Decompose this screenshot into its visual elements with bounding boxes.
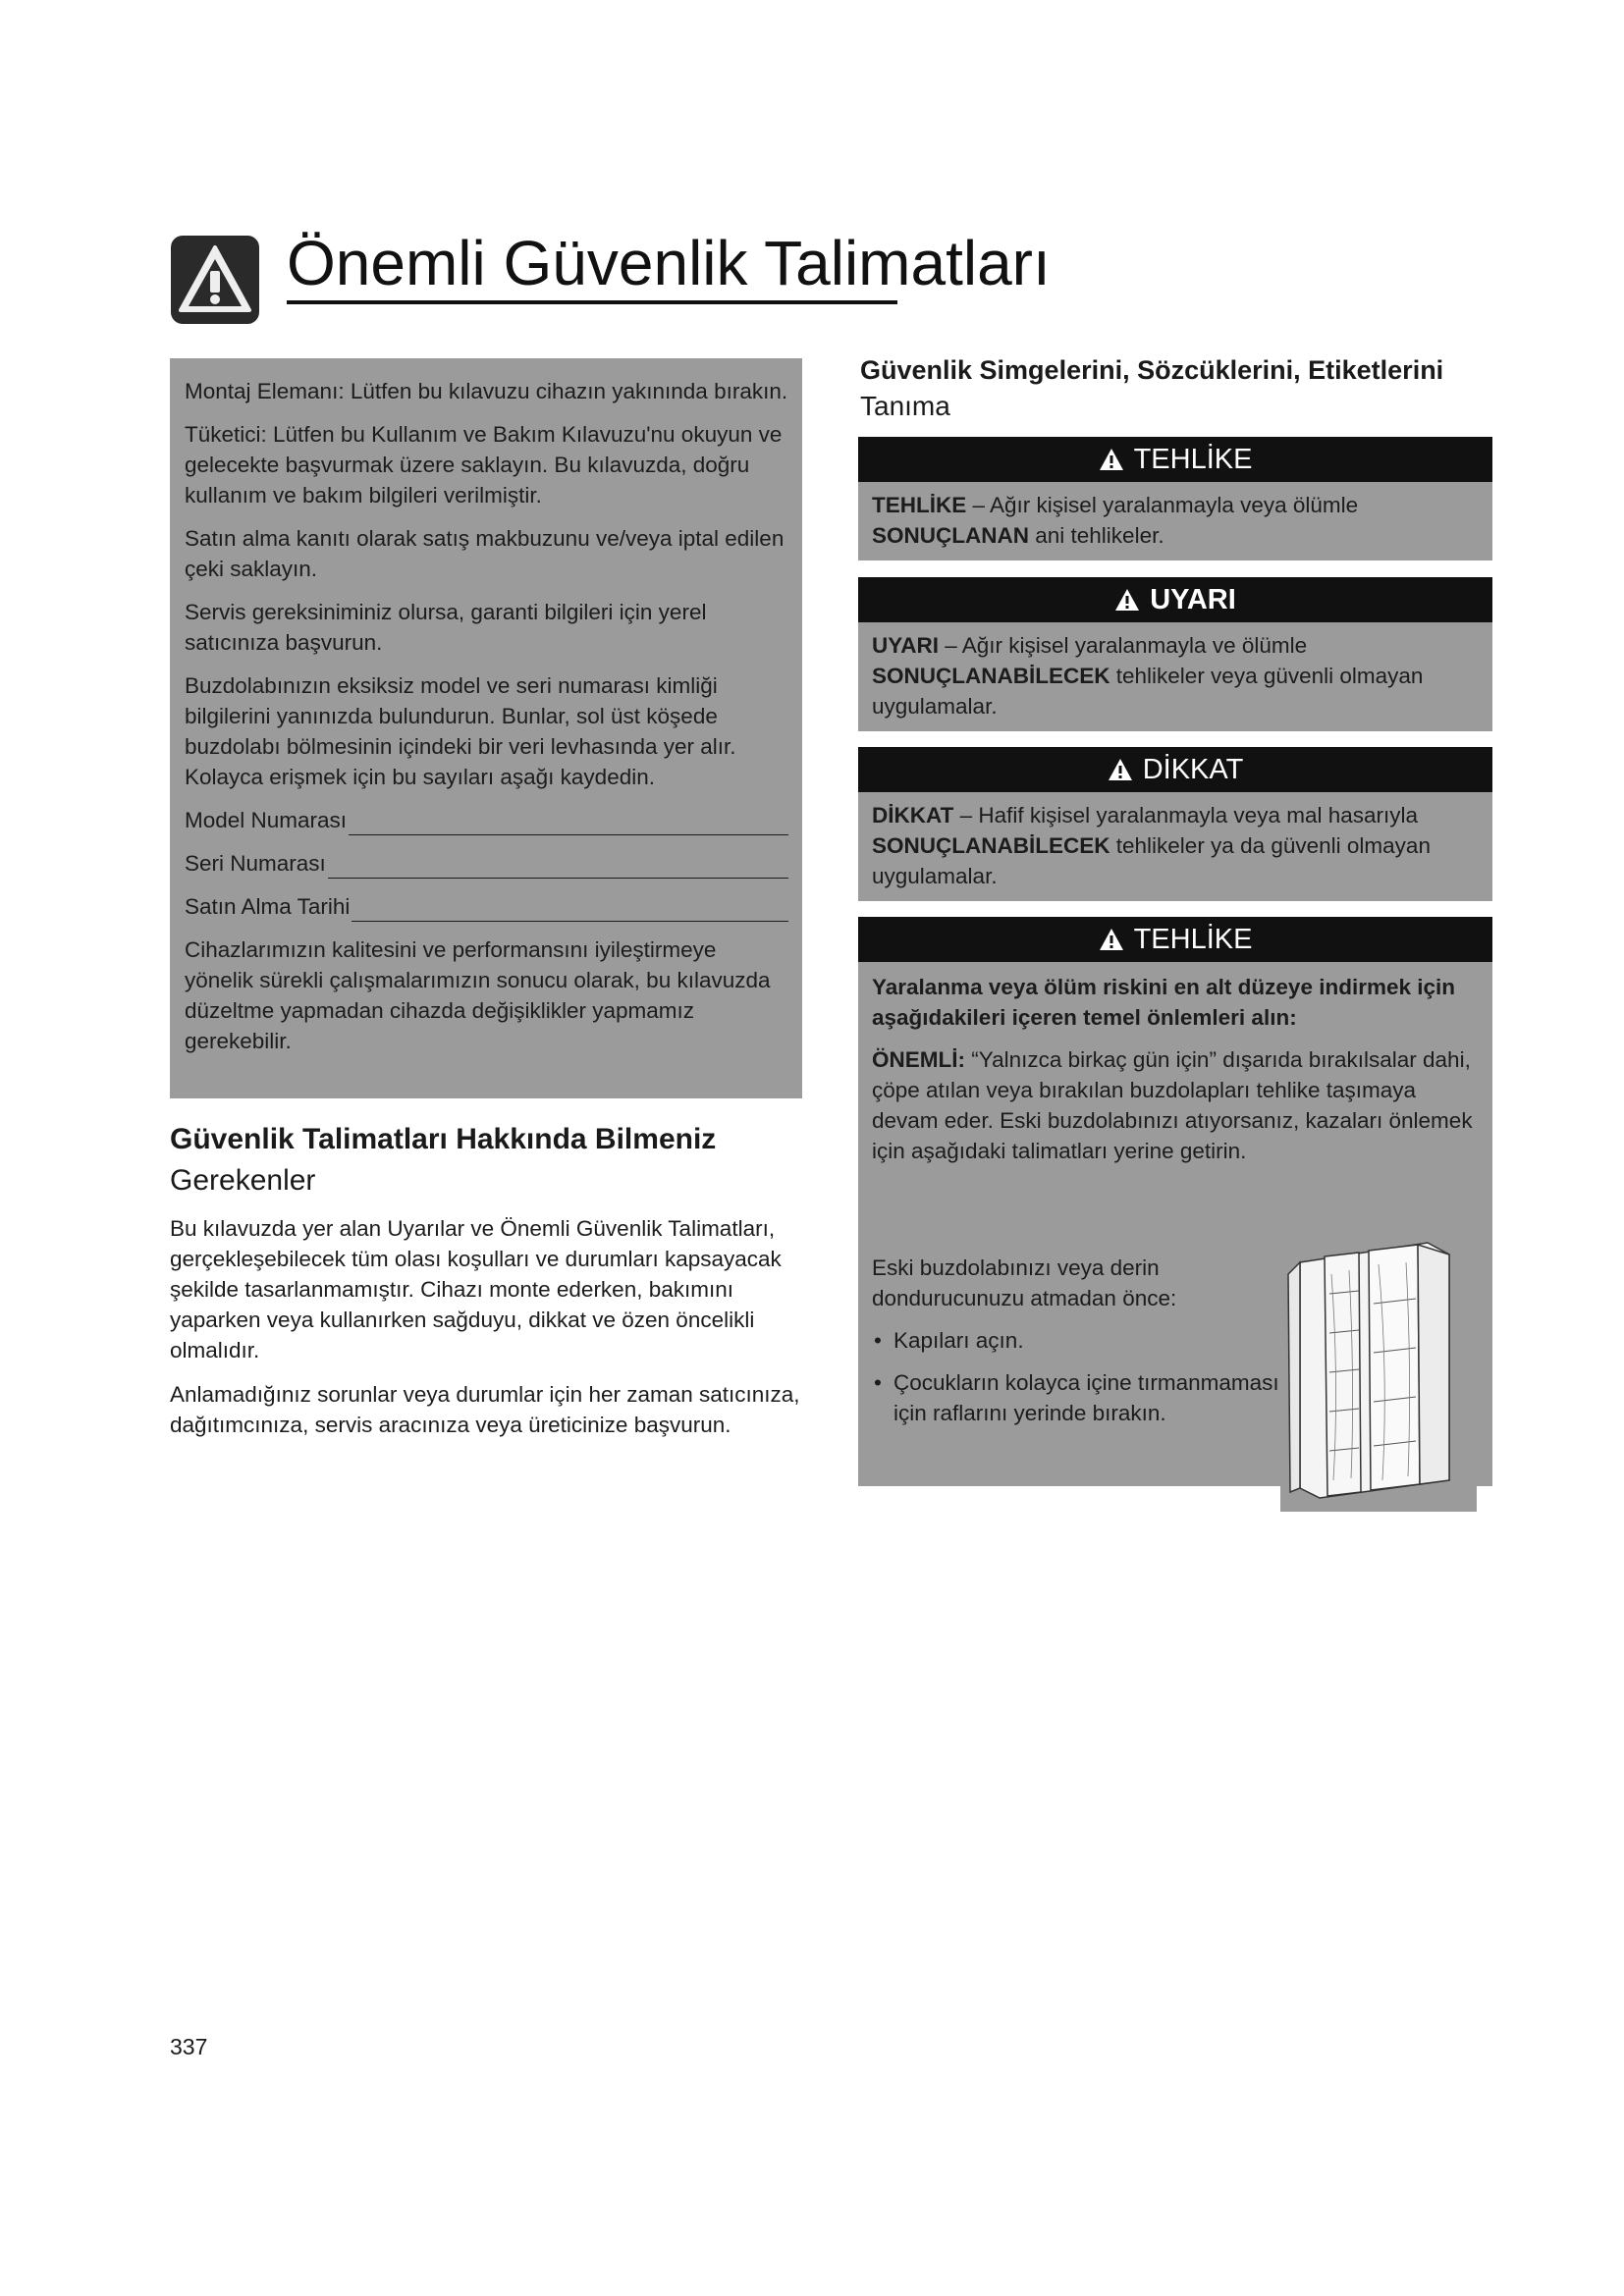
model-number-row [185, 805, 788, 835]
caution-text: – Hafif kişisel yaralanmayla veya mal hasarıyla [953, 803, 1419, 828]
know-paragraph-2: Anlamadığınız sorunlar veya durumlar için her zaman satıcınıza, dağıtımcınıza, servis aracınıza veya üreticinize başvurun. [170, 1382, 800, 1437]
consumer-note: Tüketici: Lütfen bu Kullanım ve Bakım Kılavuzu'nu okuyun ve gelecekte başvurmak üzere saklayın. Bu kılavuzda, doğru kullanım ve bakım bilgileri verilmiştir. [185, 422, 783, 507]
model-number-label: Model Numarası [185, 808, 348, 832]
danger-panel [858, 437, 1492, 561]
quality-note: Cihazlarımızın kalitesini ve performansını iyileştirmeye yönelik sürekli çalışmalarımızın sonucu olarak, bu kılavuzda düzeltme yapmadan cihazda değişiklikler yapmamız gerekebilir. [185, 937, 771, 1053]
receipt-note: Satın alma kanıtı olarak satış makbuzunu ve/veya iptal edilen çeki saklayın. [185, 526, 785, 581]
important-label: ÖNEMLİ: [872, 1047, 965, 1072]
danger-precautions-panel [858, 917, 1492, 1486]
purchase-date-row [185, 891, 788, 922]
alert-triangle-icon [1099, 448, 1124, 471]
know-heading: Güvenlik Talimatları Hakkında Bilmeniz [170, 1123, 717, 1155]
title-underline [287, 300, 897, 304]
alert-triangle-icon [1114, 588, 1140, 612]
serial-number-field [328, 852, 788, 879]
danger-panel-header [858, 437, 1492, 482]
caution-result: SONUÇLANABİLECEK [872, 833, 1110, 858]
important-text: “Yalnızca birkaç gün için” dışarıda bırakılsalar dahi, çöpe atılan veya bırakılan buzdolapları tehlike taşımaya devam eder. Eski buzdolabınızı atıyorsanız, kazaları önlemek için aşağıdaki talimatları yerine getirin. [872, 1047, 1473, 1163]
know-body [170, 1213, 806, 1454]
symbols-heading: Güvenlik Simgelerini, Sözcüklerini, Etiketlerini [860, 355, 1444, 385]
warning-text: – Ağır kişisel yaralanmayla ve ölümle [938, 633, 1308, 658]
symbols-subheading: Tanıma [860, 391, 950, 421]
serial-note: Buzdolabınızın eksiksiz model ve seri numarası kimliği bilgilerini yanınızda bulundurun. Bunlar, sol üst köşede buzdolabı bölmesinin içindeki bir veri levhasında yer alır. Kolayca erişmek için bu sayıları aşağı kaydedin. [185, 673, 736, 789]
danger-panel-body [858, 482, 1492, 551]
danger-text-2: ani tehlikeler. [1029, 523, 1164, 548]
alert-triangle-icon [1099, 928, 1124, 951]
caution-panel-title: DİKKAT [1142, 753, 1244, 785]
list-item: • Çocukların kolayca içine tırmanmaması için raflarını yerinde bırakın. [872, 1367, 1294, 1428]
warning-panel-title: UYARI [1150, 583, 1236, 615]
warning-panel-header [858, 577, 1492, 622]
danger-precautions-header [858, 917, 1492, 962]
caution-panel-header [858, 747, 1492, 792]
open-refrigerator-illustration [1280, 1235, 1477, 1512]
service-note: Servis gereksiniminiz olursa, garanti bilgileri için yerel satıcınıza başvurun. [185, 600, 707, 655]
purchase-date-label: Satın Alma Tarihi [185, 894, 351, 919]
danger-term: TEHLİKE [872, 493, 967, 517]
installer-note: Montaj Elemanı: Lütfen bu kılavuzu cihazın yakınında bırakın. [185, 379, 788, 403]
know-subheading: Gerekenler [170, 1164, 316, 1197]
warning-panel [858, 577, 1492, 731]
danger-panel-title: TEHLİKE [1133, 443, 1253, 475]
danger-precautions-body [858, 962, 1492, 1486]
warning-text-2: tehlikeler veya güvenli olmayan uygulamalar. [872, 664, 1424, 719]
warning-result: SONUÇLANABİLECEK [872, 664, 1110, 688]
know-paragraph-1: Bu kılavuzda yer alan Uyarılar ve Önemli Güvenlik Talimatları, gerçekleşebilecek tüm olası koşulları ve durumları kapsayacak şekilde tasarlanmamıştır. Cihazı monte ederken, bakımını yaparken veya kullanırken sağduyu, dikkat ve özen öncelikli olmalıdır. [170, 1216, 782, 1362]
warning-term: UYARI [872, 633, 939, 658]
warning-panel-body [858, 622, 1492, 721]
dispose-instructions [872, 1253, 1294, 1440]
caution-panel-body [858, 792, 1492, 891]
precautions-intro: Yaralanma veya ölüm riskini en alt düzeye indirmek için aşağıdakileri içeren temel önlemleri alın: [872, 975, 1455, 1030]
danger-precautions-title: TEHLİKE [1133, 923, 1253, 955]
caution-panel [858, 747, 1492, 901]
dispose-intro: Eski buzdolabınızı veya derin dondurucunuzu atmadan önce: [872, 1255, 1177, 1310]
purchase-date-field [352, 895, 788, 922]
caution-term: DİKKAT [872, 803, 954, 828]
serial-number-row [185, 848, 788, 879]
installer-info-box [170, 358, 802, 1098]
page-number: 337 [170, 2034, 208, 2059]
danger-result: SONUÇLANAN [872, 523, 1029, 548]
alert-triangle-icon [1108, 758, 1133, 781]
page-title: Önemli Güvenlik Talimatları [287, 228, 1051, 298]
dispose-bullet-list [872, 1325, 1294, 1428]
warning-triangle-icon [169, 234, 261, 326]
important-note [872, 1044, 1479, 1166]
serial-number-label: Seri Numarası [185, 851, 326, 876]
caution-text-2: tehlikeler ya da güvenli olmayan uygulamalar. [872, 833, 1431, 888]
danger-text: – Ağır kişisel yaralanmayla veya ölümle [966, 493, 1359, 517]
model-number-field [349, 809, 788, 835]
list-item: • Kapıları açın. [872, 1325, 1294, 1356]
